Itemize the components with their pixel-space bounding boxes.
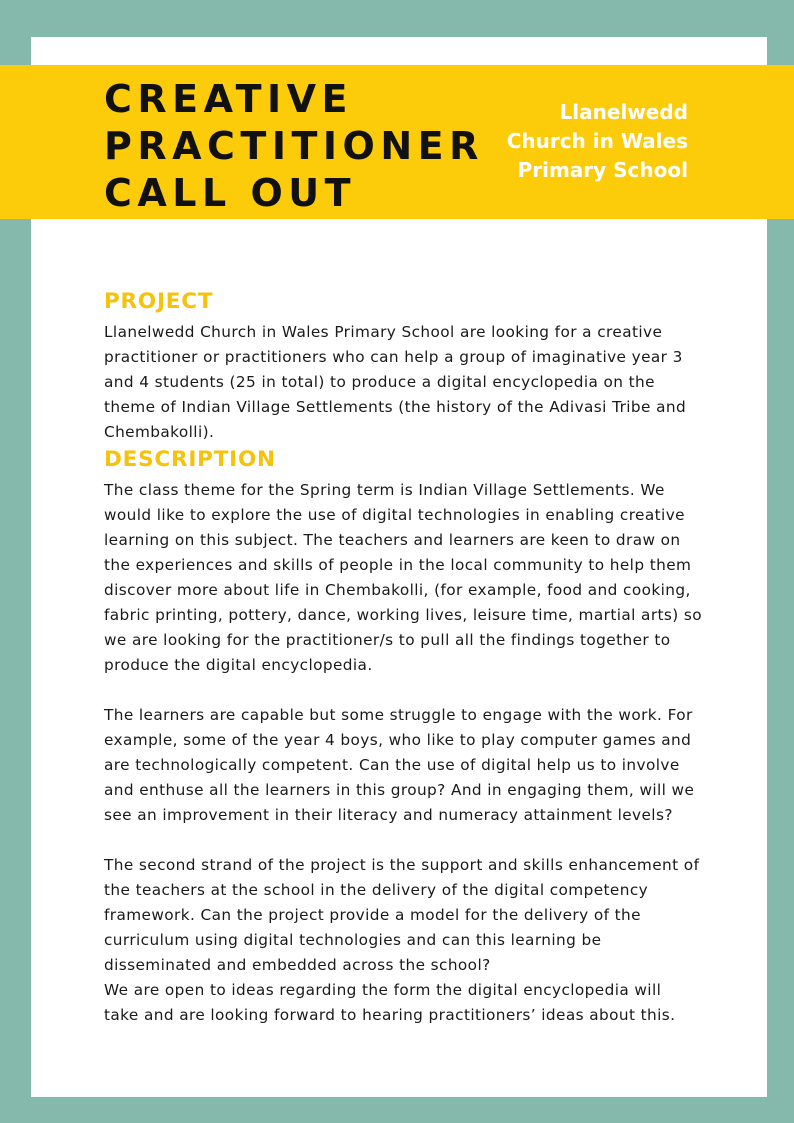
text-line: fabric printing, pottery, dance, working lives, leisure time, martial arts) so	[104, 606, 703, 624]
description-paragraph-3	[104, 853, 704, 1028]
text-line: framework. Can the project provide a model for the delivery of the	[104, 906, 641, 924]
text-line: we are looking for the practitioner/s to pull all the findings together to	[104, 631, 671, 649]
text-line: example, some of the year 4 boys, who like to play computer games and	[104, 731, 692, 749]
school-name-line: Primary School	[517, 158, 688, 182]
text-line: The second strand of the project is the support and skills enhancement of	[104, 856, 700, 874]
page-title	[104, 76, 484, 217]
project-heading: PROJECT	[104, 289, 214, 314]
paragraph-spacer	[104, 678, 704, 703]
school-name	[507, 98, 688, 185]
text-line: Chembakolli).	[104, 423, 215, 441]
school-name-line: Llanelwedd	[559, 100, 688, 124]
title-line: CREATIVE	[104, 77, 353, 121]
school-name-line: Church in Wales	[506, 129, 688, 153]
description-paragraph-2	[104, 703, 704, 828]
text-line: The class theme for the Spring term is Indian Village Settlements. We	[104, 481, 665, 499]
text-line: would like to explore the use of digital technologies in enabling creative	[104, 506, 685, 524]
text-line: and 4 students (25 in total) to produce a digital encyclopedia on the	[104, 373, 655, 391]
description-paragraph-1	[104, 478, 704, 678]
text-line: the teachers at the school in the delivery of the digital competency	[104, 881, 649, 899]
text-line: produce the digital encyclopedia.	[104, 656, 373, 674]
text-line: Llanelwedd Church in Wales Primary School are looking for a creative	[104, 323, 663, 341]
text-line: disseminated and embedded across the school?	[104, 956, 491, 974]
text-line: We are open to ideas regarding the form the digital encyclopedia will	[104, 981, 662, 999]
paragraph-spacer	[104, 828, 704, 853]
text-line: the experiences and skills of people in the local community to help them	[104, 556, 692, 574]
title-line: PRACTITIONER	[104, 124, 484, 168]
text-line: are technologically competent. Can the use of digital help us to involve	[104, 756, 680, 774]
main-content	[104, 287, 704, 1028]
description-heading: DESCRIPTION	[104, 447, 276, 472]
text-line: curriculum using digital technologies and can this learning be	[104, 931, 602, 949]
header-banner	[0, 65, 794, 219]
text-line: take and are looking forward to hearing practitioners’ ideas about this.	[104, 1006, 676, 1024]
text-line: and enthuse all the learners in this group? And in engaging them, will we	[104, 781, 695, 799]
title-line: CALL OUT	[104, 171, 357, 215]
text-line: theme of Indian Village Settlements (the history of the Adivasi Tribe and	[104, 398, 687, 416]
project-paragraph	[104, 320, 704, 445]
text-line: see an improvement in their literacy and numeracy attainment levels?	[104, 806, 673, 824]
text-line: practitioner or practitioners who can help a group of imaginative year 3	[104, 348, 683, 366]
text-line: learning on this subject. The teachers and learners are keen to draw on	[104, 531, 681, 549]
text-line: discover more about life in Chembakolli, (for example, food and cooking,	[104, 581, 691, 599]
text-line: The learners are capable but some struggle to engage with the work. For	[104, 706, 693, 724]
